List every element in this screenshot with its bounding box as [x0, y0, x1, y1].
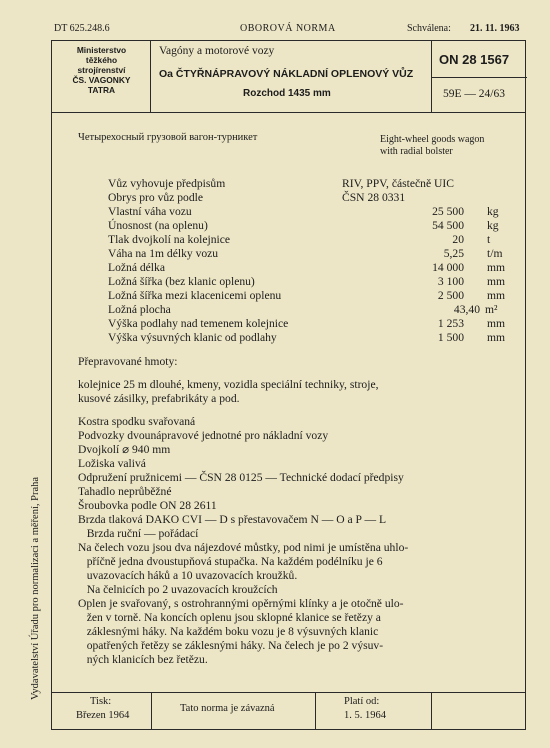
- title-block: [151, 41, 431, 113]
- ministry-line: těžkého: [85, 55, 118, 65]
- construction-line: záklesnými háky. Na každém boku vozu je 8 výsuvných klanic: [78, 625, 379, 638]
- spec-label: Vlastní váha vozu: [108, 205, 192, 218]
- russian-title: Четырехосный грузовой вагон-турникет: [78, 132, 258, 143]
- spec-unit: m²: [485, 303, 498, 316]
- code-block: [431, 41, 527, 113]
- construction-line: Tahadlo neprůběžné: [78, 485, 172, 498]
- spec-value: 1 253: [437, 317, 464, 330]
- construction-line: Ložiska valivá: [78, 457, 146, 470]
- spec-label: Obrys pro vůz podle: [108, 191, 203, 204]
- construction-line: Brzda ruční — pořádací: [78, 527, 199, 540]
- spec-label: Vůz vyhovuje předpisům: [108, 177, 226, 190]
- spec-label: Únosnost (na oplenu): [108, 219, 208, 232]
- construction-line: příčně jedna dvoustupňová stupačka. Na každém podélníku je 6: [78, 555, 383, 568]
- wagon-title: Oa ČTYŘNÁPRAVOVÝ NÁKLADNÍ OPLENOVÝ VŮZ: [159, 68, 414, 80]
- spec-unit: mm: [487, 261, 506, 274]
- spec-value: 43,40: [453, 303, 480, 316]
- spec-unit: mm: [487, 331, 506, 344]
- construction-line: Podvozky dvounápravové jednotné pro nákladní vozy: [78, 429, 329, 442]
- construction-line: Odpružení pružnicemi — ČSN 28 0125 — Technické dodací předpisy: [78, 471, 404, 484]
- spec-label: Tlak dvojkolí na kolejnice: [108, 233, 231, 246]
- spec-value: 20: [452, 233, 464, 246]
- valid-from-label: Platí od:: [344, 696, 380, 707]
- construction-line: Na čelech vozu jsou dva nájezdové můstky, pod nimi je umístěna uhlo-: [78, 541, 409, 554]
- spec-value: 25 500: [432, 205, 464, 218]
- spec-label: Výška podlahy nad temenem kolejnice: [108, 317, 289, 330]
- spec-value: 54 500: [432, 219, 464, 232]
- spec-value: 14 000: [432, 261, 464, 274]
- divider: [431, 77, 527, 78]
- spec-unit: mm: [487, 317, 506, 330]
- valid-from-date: 1. 5. 1964: [344, 710, 386, 721]
- print-date: Březen 1964: [76, 710, 130, 721]
- spec-value: 1 500: [437, 331, 464, 344]
- spec-value: ČSN 28 0331: [342, 191, 406, 204]
- construction-line: Šroubovka podle ON 28 2611: [78, 499, 217, 512]
- ministry-line: TATRA: [87, 85, 116, 95]
- spec-unit: mm: [487, 275, 506, 288]
- spec-label: Ložná délka: [108, 261, 165, 274]
- norm-sheet: [51, 40, 526, 730]
- divider: [151, 693, 152, 730]
- transported-heading: Přepravované hmoty:: [78, 355, 178, 368]
- norm-code: ON 28 1567: [439, 52, 510, 67]
- gauge-title: Rozchod 1435 mm: [243, 88, 331, 99]
- spec-label: Ložná plocha: [108, 303, 171, 316]
- spec-value: RIV, PPV, částečně UIC: [342, 177, 454, 190]
- divider: [431, 693, 432, 730]
- print-label: Tisk:: [90, 696, 112, 707]
- spec-value: 3 100: [437, 275, 464, 288]
- construction-line: uvazovacích háků a 10 uvazovacích kroužků.: [78, 569, 298, 582]
- spec-unit: kg: [487, 219, 499, 232]
- spec-value: 5,25: [443, 247, 464, 260]
- spec-value: 2 500: [437, 289, 464, 302]
- ministry-line: ČS. VAGONKY: [72, 75, 131, 85]
- english-title-line-1: Eight-wheel goods wagon: [380, 134, 485, 145]
- publisher-side-text: Vydavatelství Úřadu pro normalizaci a měření, Praha: [30, 476, 41, 700]
- construction-line: Brzda tlaková DAKO CVI — D s přestavovačem N — O a P — L: [78, 513, 387, 526]
- construction-line: opatřených řetězy se záklesnými háky. Na čelech je po 2 výsuv-: [78, 639, 384, 652]
- spec-unit: kg: [487, 205, 499, 218]
- construction-line: Dvojkolí ⌀ 940 mm: [78, 443, 171, 456]
- norm-type: OBOROVÁ NORMA: [240, 23, 336, 34]
- english-title-line-2: with radial bolster: [380, 146, 453, 157]
- construction-line: Oplen je svařovaný, s ostrohrannými opěrnými klínky a je otočně ulo-: [78, 597, 404, 610]
- construction-line: Na čelnicích po 2 uvazovacích kroužcích: [78, 583, 278, 596]
- transported-line: kusové zásilky, prefabrikáty a pod.: [78, 392, 240, 405]
- construction-line: žen v torně. Na koncích oplenu jsou sklopné klanice se řetězy a: [78, 611, 381, 624]
- header-block: [52, 41, 525, 113]
- ministry-line: Ministerstvo: [76, 45, 127, 55]
- spec-unit: t: [487, 233, 491, 246]
- ministry-block: [52, 45, 151, 95]
- approved-date: 21. 11. 1963: [470, 23, 520, 34]
- binding-note: Tato norma je závazná: [180, 703, 275, 714]
- category-title: Vagóny a motorové vozy: [159, 45, 275, 57]
- footer-block: [52, 692, 525, 729]
- spec-label: Ložná šířka (bez klanic oplenu): [108, 275, 255, 288]
- ministry-line: strojírenství: [77, 65, 126, 75]
- spec-label: Výška výsuvných klanic od podlahy: [108, 331, 277, 344]
- spec-unit: mm: [487, 289, 506, 302]
- norm-subcode: 59E — 24/63: [443, 88, 505, 100]
- approved-label: Schválena:: [407, 23, 451, 34]
- construction-line: ných klanicích bez řetězu.: [78, 653, 208, 666]
- spec-label: Ložná šířka mezi klacenicemi oplenu: [108, 289, 282, 302]
- transported-line: kolejnice 25 m dlouhé, kmeny, vozidla speciální techniky, stroje,: [78, 378, 379, 391]
- spec-unit: t/m: [487, 247, 503, 260]
- divider: [315, 693, 316, 730]
- construction-line: Kostra spodku svařovaná: [78, 415, 196, 428]
- spec-label: Váha na 1m délky vozu: [108, 247, 219, 260]
- document-number: DT 625.248.6: [54, 23, 110, 34]
